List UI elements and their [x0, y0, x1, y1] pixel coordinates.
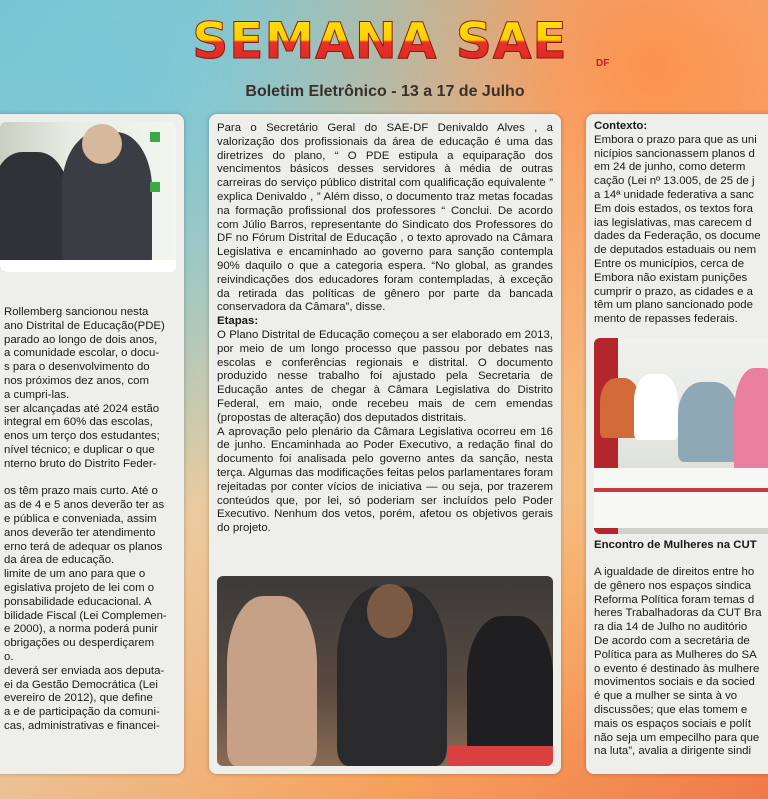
text-line: ponsabilidade educacional. A	[4, 595, 152, 608]
photo-caption: Encontro de Mulheres na CUT	[594, 539, 757, 551]
text-line: evereiro de 2012), que define	[4, 692, 153, 705]
text-line: A igualdade de direitos entre ho	[594, 566, 755, 578]
text-line: têm um plano sancionado pode	[594, 299, 753, 312]
chair	[447, 746, 553, 766]
paragraph-valorizacao: Para o Secretário Geral do SAE-DF Denivaldo Alves , a valorização dos profissionais da área de educação é uma das diretrizes do plano, “ O PDE estipula a equiparação dos vencimentos básicos desses servidores à média de outras carreiras do serviço público distrital com qualificação equivalente ” explica Denivaldo , ” Além disso, o documento traz metas focadas na formação profissional dos professores “ Conclui. De acordo com Júlio Barros, representante do Sindicato dos Professores do DF no Fórum Distrital de Educação , o texto aprovado na Câmara Legislativa e encaminhado ao governo para sanção contempla 90% daquilo o que a categoria espera. “No global, as grandes reivindicações dos educadores foram contempladas, à exceção da retirada das políticas de gênero por parte da bancada conservadora da Câmara”, disse.	[217, 122, 553, 314]
title-suffix: DF	[596, 58, 610, 69]
text-line: integral em 60% das escolas,	[4, 416, 153, 429]
text-line: mento de repasses federais.	[594, 313, 738, 326]
header-banner	[0, 0, 768, 110]
table-surface	[594, 468, 768, 528]
person-head	[367, 584, 413, 638]
person-figure	[0, 152, 70, 272]
page-subtitle: Boletim Eletrônico - 13 a 17 de Julho	[245, 83, 525, 100]
text-line: não seja um empecilho para que	[594, 731, 760, 744]
text-line: é que a mulher se sinta à vo	[594, 690, 738, 703]
text-line: os têm prazo mais curto. Até o	[4, 485, 158, 498]
text-line: bilidade Fiscal (Lei Complemen-	[4, 609, 167, 622]
photo-women-meeting	[594, 338, 768, 534]
text-line: obrigações ou desperdiçarem	[4, 637, 155, 650]
text-line: a e de participação da comuni-	[4, 706, 160, 719]
text-line: anos deverão ter atendimento	[4, 526, 156, 539]
text-line: Entre os municípios, cerca de	[594, 257, 745, 270]
text-line: dades da Federação, os docume	[594, 230, 761, 243]
contexto-text	[594, 134, 768, 327]
article-card-center	[209, 114, 561, 774]
section-label-etapas: Etapas:	[217, 315, 259, 328]
text-line: ser alcançadas até 2024 estão	[4, 402, 160, 415]
text-line: heres Trabalhadoras da CUT Bra	[594, 607, 762, 620]
text-line	[4, 472, 176, 486]
text-line: a 14ª unidade federativa a sanc	[594, 188, 755, 201]
person-figure	[634, 374, 678, 440]
paragraph-etapas: O Plano Distrital de Educação começou a ser elaborado em 2013, por meio de um longo processo que passou por debates nas escolas e conferências regionais e distrital. O documento produzido nesse trabalho foi ajustado pela Secretaria de Educação antes de chegar à Câmara Legislativa do Distrito Federal, em maio, onde recebeu mais de cem emendas (propostas de alteração) dos deputados distritais.	[217, 328, 553, 424]
text-line: erno terá de adequar os planos	[4, 540, 163, 553]
page-title: SEMANA SAE	[160, 12, 600, 70]
text-line: e pública e conveniada, assim	[4, 512, 157, 525]
text-line: deverá ser enviada aos deputa-	[4, 664, 165, 677]
logo-mark	[150, 132, 160, 142]
text-line: ano Distrital de Educação(PDE)	[4, 319, 165, 332]
section-label-contexto: Contexto:	[594, 120, 648, 132]
text-line: cumprir o prazo, as cidades e a	[594, 285, 753, 298]
text-line: Embora não existam punições	[594, 271, 748, 284]
person-head	[82, 124, 122, 164]
text-line: parado ao longo de dois anos,	[4, 333, 158, 346]
person-figure	[227, 596, 317, 766]
paragraph-aprovacao: A aprovação pelo plenário da Câmara Legislativa ocorreu em 16 de junho. Encaminhada ao Poder Executivo, a redação final do documento foi analisada pelo governo antes da sanção, nesta terça. Algumas das modificações feitas pelos parlamentares foram rejeitadas por conter vícios de iniciativa — ou seja, por trazerem conteúdos que, por lei, só poderiam ser incluídos pelo Poder Executivo. Nenhum dos vetos, porém, afetou os objetivos gerais do projeto.	[217, 425, 553, 535]
text-line: da área de educação.	[4, 554, 115, 567]
text-line: e 2000), a norma poderá punir	[4, 623, 158, 636]
text-line: ias legislativas, mas carecem d	[594, 216, 752, 229]
person-figure	[734, 368, 768, 478]
text-line: limite de um ano para que o	[4, 568, 146, 581]
logo-mark	[150, 182, 160, 192]
text-line: em 24 de junho, como determ	[594, 161, 746, 174]
text-line: s para o desenvolvimento do	[4, 361, 150, 374]
text-line: nicípios sancionassem planos d	[594, 147, 755, 160]
text-line: nível técnico; e duplicar o que	[4, 443, 155, 456]
text-line: egislativa projeto de lei com o	[4, 581, 155, 594]
article-text-left	[4, 306, 176, 734]
person-figure	[678, 382, 738, 462]
text-line: o evento é destinado às mulhere	[594, 662, 760, 675]
text-line: nos próximos dez anos, com	[4, 374, 149, 387]
text-line: o.	[4, 650, 14, 663]
text-line: as de 4 e 5 anos deverão ter as	[4, 499, 165, 512]
text-line: de gênero nos espaços sindica	[594, 579, 752, 592]
table-surface	[0, 260, 176, 272]
text-line: a comunidade escolar, o docu-	[4, 347, 160, 360]
text-line: na luta”, avalia a dirigente sindi	[594, 745, 752, 758]
photo-signing-ceremony	[0, 122, 176, 272]
text-line: Política para as Mulheres do SA	[594, 648, 757, 661]
text-line: a cumpri-las.	[4, 388, 70, 401]
text-line: Rollemberg sancionou nesta	[4, 306, 149, 318]
contexto-block	[594, 120, 768, 327]
text-line: nterno bruto do Distrito Feder-	[4, 457, 157, 470]
text-line: cação (Lei nº 13.005, de 25 de j	[594, 175, 755, 188]
table-edge	[594, 488, 768, 492]
text-line: ei da Gestão Democrática (Lei	[4, 678, 158, 691]
text-line: cas, administrativas e financei-	[4, 719, 160, 732]
text-line: Embora o prazo para que as uni	[594, 133, 757, 146]
article-text-center	[217, 122, 553, 536]
article-card-right	[586, 114, 768, 774]
text-line: ra dia 14 de Julho no auditório	[594, 621, 748, 634]
text-line: enos um terço dos estudantes;	[4, 430, 160, 443]
text-line: Em dois estados, os textos fora	[594, 202, 753, 215]
text-line: de deputados estaduais ou nem	[594, 244, 757, 257]
person-figure	[467, 616, 553, 766]
text-line: mais os espaços sociais e polít	[594, 717, 752, 730]
text-line: movimentos sociais e da socied	[594, 676, 755, 689]
text-line: Reforma Política foram temas d	[594, 593, 755, 606]
text-line: De acordo com a secretária de	[594, 634, 750, 647]
article-card-left	[0, 114, 184, 774]
article-text-right	[594, 566, 768, 759]
text-line: discussões; que elas tomem e	[594, 703, 748, 716]
photo-audience	[217, 576, 553, 766]
